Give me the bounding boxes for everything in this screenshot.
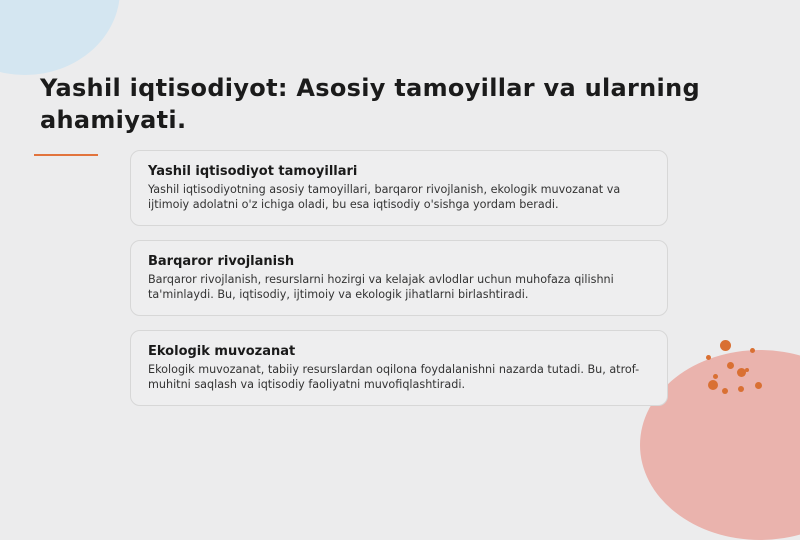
card-title: Yashil iqtisodiyot tamoyillari <box>148 164 358 179</box>
card-text: Ekologik muvozanat, tabiiy resurslardan oqilona foydalanishni nazarda tutadi. Bu, atrof-muhitni saqlash va iqtisodiy faoliyatni muvofiqlashtiradi. <box>148 363 640 391</box>
card-ecological-balance <box>130 330 668 406</box>
card-title: Barqaror rivojlanish <box>148 254 295 269</box>
card-sustainable-development <box>130 240 668 316</box>
decorative-blue-blob <box>0 0 120 75</box>
card-green-economy-principles <box>130 150 668 226</box>
title-accent-line <box>34 154 98 156</box>
card-title: Ekologik muvozanat <box>148 344 296 359</box>
slide-title: Yashil iqtisodiyot: Asosiy tamoyillar va ularning ahamiyati. <box>40 74 700 134</box>
card-text: Barqaror rivojlanish, resurslarni hozirgi va kelajak avlodlar uchun muhofaza qilishni ta'minlaydi. Bu, iqtisodiy, ijtimoiy va ekologik jihatlarni birlashtiradi. <box>148 273 614 301</box>
card-text: Yashil iqtisodiyotning asosiy tamoyillari, barqaror rivojlanish, ekologik muvozanat va ijtimoiy adolatni o'z ichiga oladi, bu esa iqtisodiy o'sishga yordam beradi. <box>148 183 621 211</box>
